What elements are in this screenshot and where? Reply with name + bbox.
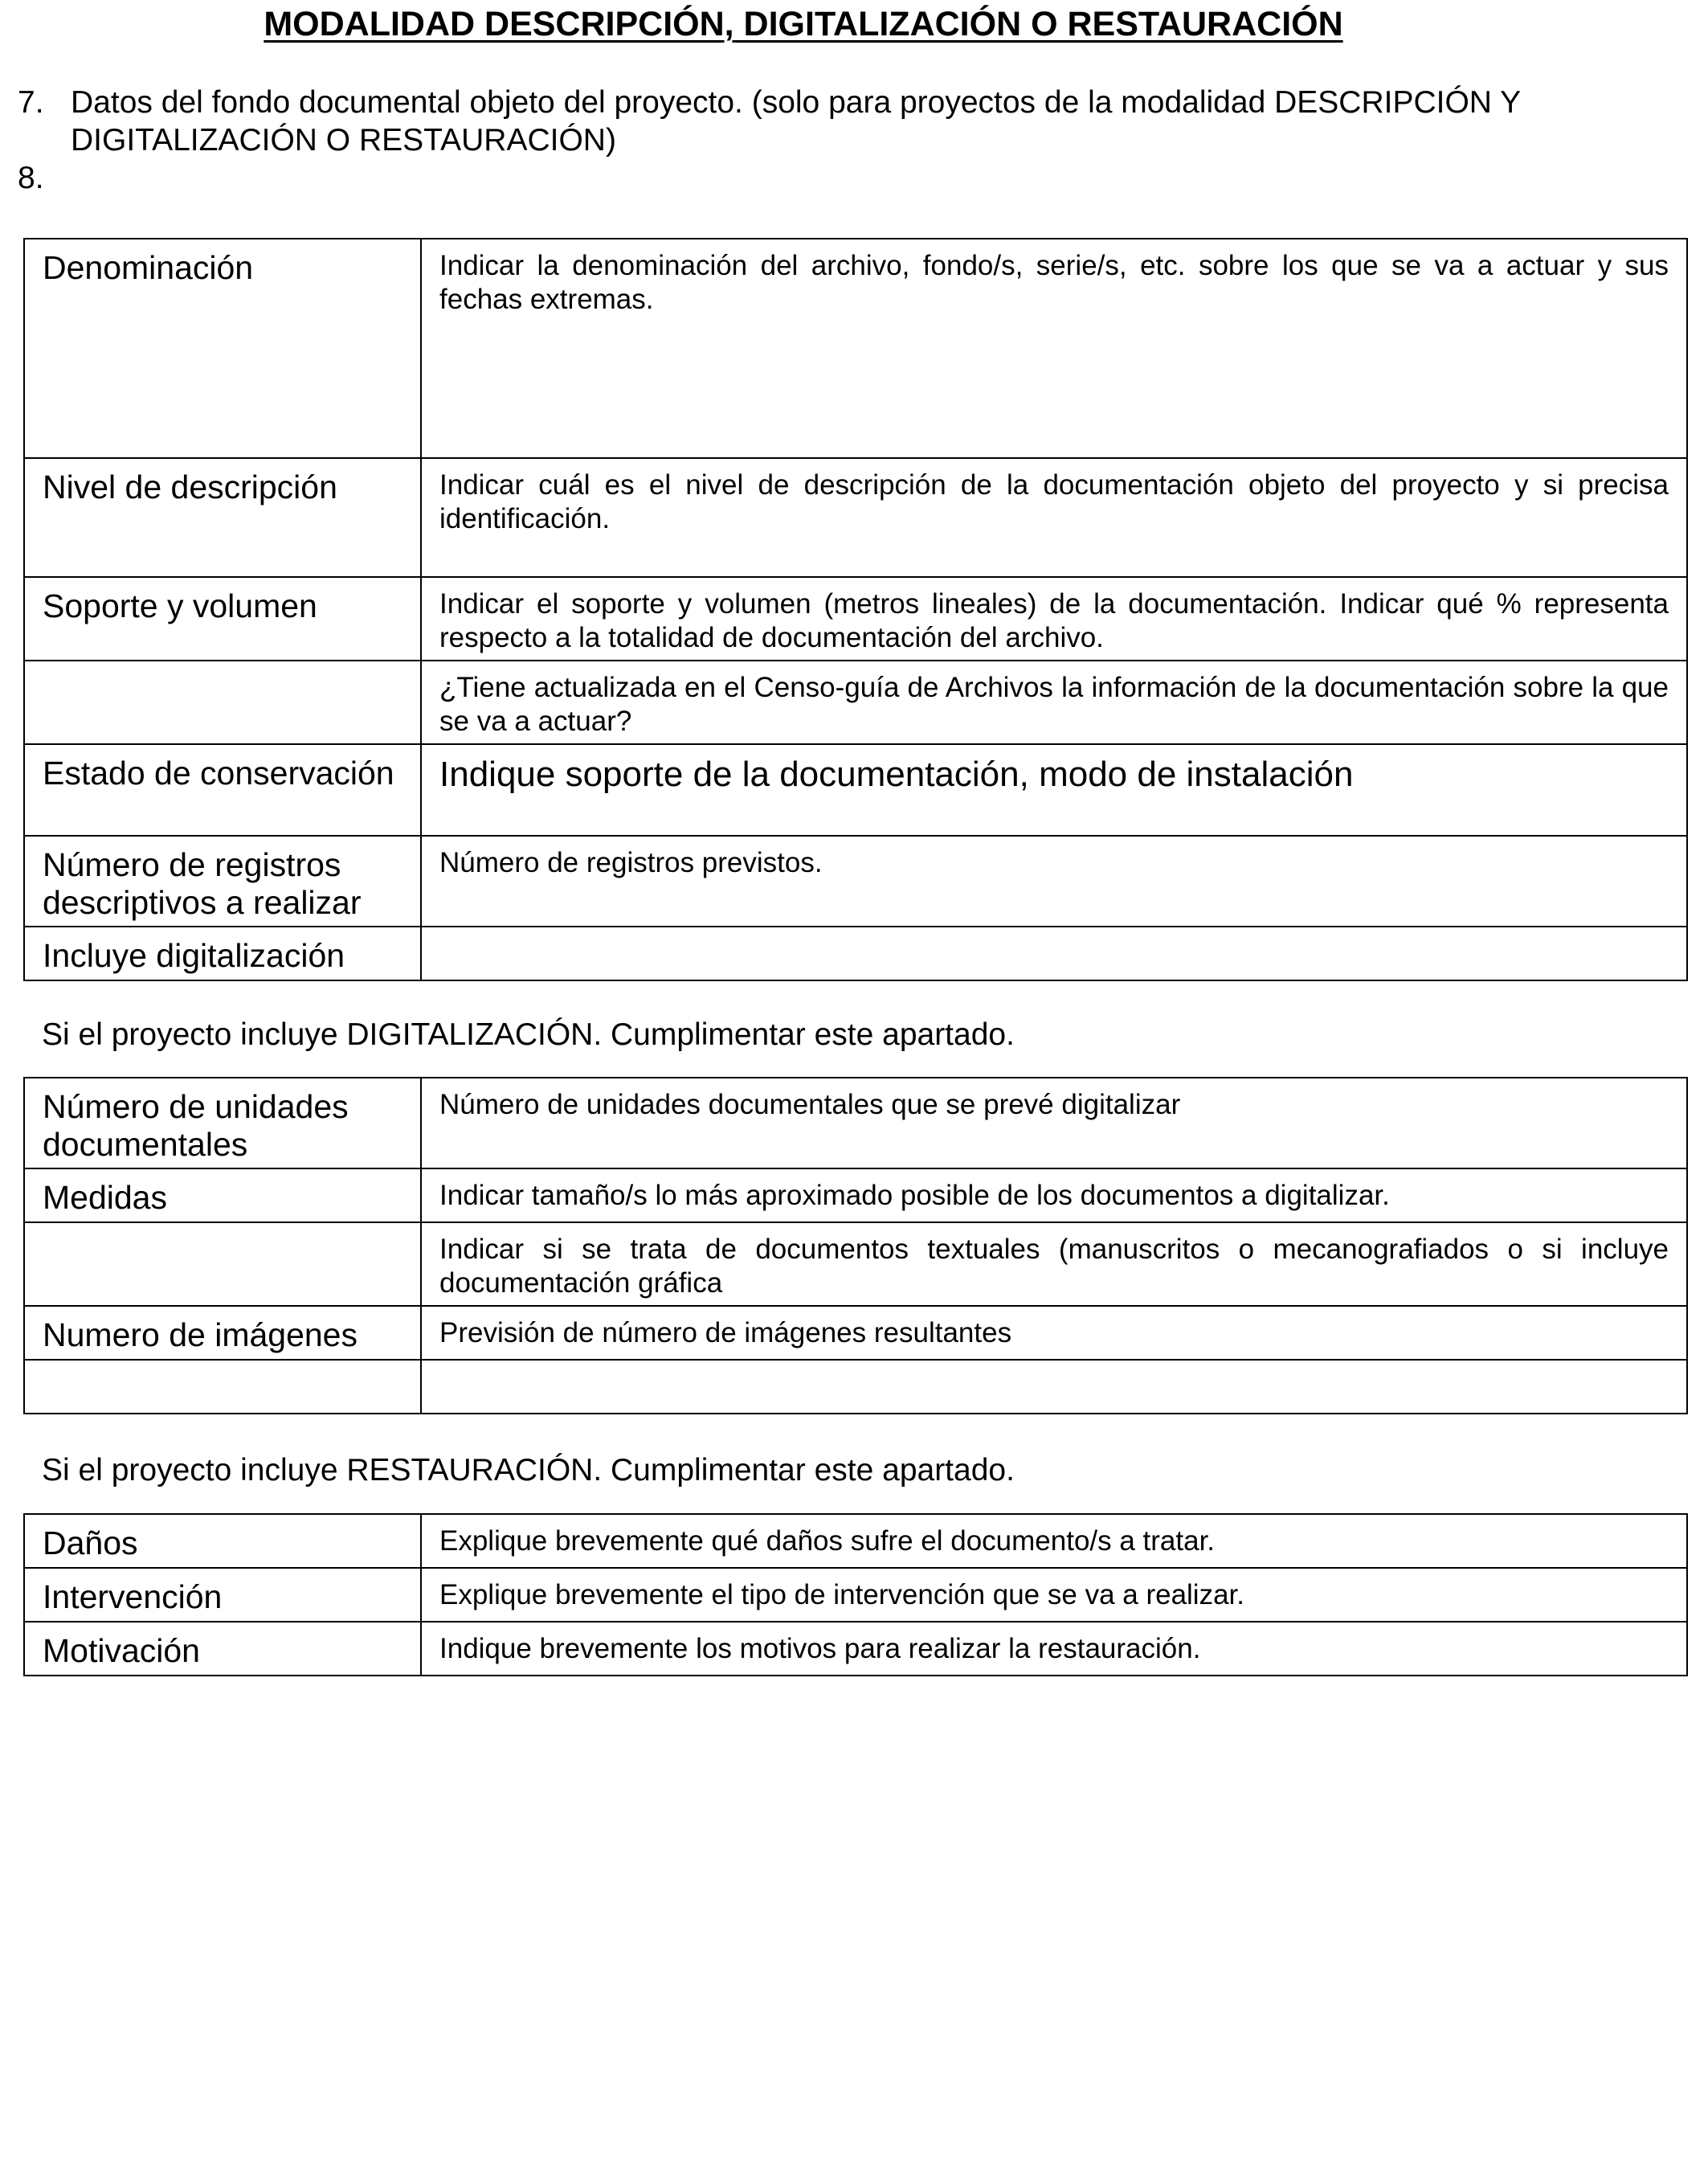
digitalizacion-table bbox=[23, 1077, 1688, 1414]
table-row bbox=[24, 927, 1687, 980]
label-intervencion: Intervención bbox=[24, 1568, 421, 1622]
label-danos: Daños bbox=[24, 1514, 421, 1568]
table-row bbox=[24, 1168, 1687, 1222]
table-row bbox=[24, 1514, 1687, 1568]
table-row bbox=[24, 836, 1687, 927]
field-estado-conservacion[interactable]: Indique soporte de la documentación, modo de instalación bbox=[421, 744, 1687, 836]
field-numero-imagenes[interactable]: Previsión de número de imágenes resultantes bbox=[421, 1306, 1687, 1360]
list-item-7 bbox=[18, 84, 1689, 159]
table-row bbox=[24, 661, 1687, 744]
table-row bbox=[24, 239, 1687, 458]
table-row bbox=[24, 1222, 1687, 1306]
table-row bbox=[24, 1078, 1687, 1168]
label-empty bbox=[24, 1360, 421, 1414]
label-denominacion: Denominación bbox=[24, 239, 421, 458]
table-row bbox=[24, 1360, 1687, 1414]
label-motivacion: Motivación bbox=[24, 1622, 421, 1676]
label-empty bbox=[24, 661, 421, 744]
digitalizacion-note: Si el proyecto incluye DIGITALIZACIÓN. Cumplimentar este apartado. bbox=[42, 1017, 1015, 1052]
list-item-8 bbox=[18, 159, 1689, 197]
field-danos[interactable]: Explique brevemente qué daños sufre el documento/s a tratar. bbox=[421, 1514, 1687, 1568]
table-row bbox=[24, 1568, 1687, 1622]
list-number: 7. bbox=[18, 85, 44, 120]
label-estado-conservacion: Estado de conservación bbox=[24, 744, 421, 836]
field-medidas[interactable]: Indicar tamaño/s lo más aproximado posible de los documentos a digitalizar. bbox=[421, 1168, 1687, 1222]
field-nivel-descripcion[interactable]: Indicar cuál es el nivel de descripción de la documentación objeto del proyecto y si precisa identificación. bbox=[421, 458, 1687, 577]
label-numero-unidades: Número de unidades documentales bbox=[24, 1078, 421, 1168]
table-row bbox=[24, 1622, 1687, 1676]
field-denominacion[interactable]: Indicar la denominación del archivo, fondo/s, serie/s, etc. sobre los que se va a actuar y sus fechas extremas. bbox=[421, 239, 1687, 458]
fondo-documental-table bbox=[23, 238, 1688, 981]
table-row bbox=[24, 744, 1687, 836]
field-incluye-digitalizacion[interactable] bbox=[421, 927, 1687, 980]
label-empty bbox=[24, 1222, 421, 1306]
field-censo-guia[interactable]: ¿Tiene actualizada en el Censo-guía de Archivos la información de la documentación sobre la que se va a actuar? bbox=[421, 661, 1687, 744]
label-medidas: Medidas bbox=[24, 1168, 421, 1222]
table-row bbox=[24, 577, 1687, 661]
list-number: 8. bbox=[18, 161, 44, 195]
field-numero-registros[interactable]: Número de registros previstos. bbox=[421, 836, 1687, 927]
table-row bbox=[24, 1306, 1687, 1360]
field-numero-unidades[interactable]: Número de unidades documentales que se prevé digitalizar bbox=[421, 1078, 1687, 1168]
field-soporte-volumen[interactable]: Indicar el soporte y volumen (metros lineales) de la documentación. Indicar qué % representa respecto a la totalidad de documentación del archivo. bbox=[421, 577, 1687, 661]
label-numero-imagenes: Numero de imágenes bbox=[24, 1306, 421, 1360]
field-intervencion[interactable]: Explique brevemente el tipo de intervención que se va a realizar. bbox=[421, 1568, 1687, 1622]
label-nivel-descripcion: Nivel de descripción bbox=[24, 458, 421, 577]
numbered-list bbox=[18, 84, 1689, 197]
list-text: Datos del fondo documental objeto del proyecto. (solo para proyectos de la modalidad DESCRIPCIÓN Y DIGITALIZACIÓN O RESTAURACIÓN) bbox=[71, 85, 1521, 158]
list-text bbox=[71, 159, 1689, 197]
field-tipo-documentos[interactable]: Indicar si se trata de documentos textuales (manuscritos o mecanografiados o si incluye documentación gráfica bbox=[421, 1222, 1687, 1306]
page-title: MODALIDAD DESCRIPCIÓN, DIGITALIZACIÓN O RESTAURACIÓN bbox=[264, 5, 1343, 43]
label-soporte-volumen: Soporte y volumen bbox=[24, 577, 421, 661]
restauracion-note: Si el proyecto incluye RESTAURACIÓN. Cumplimentar este apartado. bbox=[42, 1453, 1015, 1487]
restauracion-table bbox=[23, 1513, 1688, 1676]
field-motivacion[interactable]: Indique brevemente los motivos para realizar la restauración. bbox=[421, 1622, 1687, 1676]
field-empty[interactable] bbox=[421, 1360, 1687, 1414]
label-numero-registros: Número de registros descriptivos a realizar bbox=[24, 836, 421, 927]
label-incluye-digitalizacion: Incluye digitalización bbox=[24, 927, 421, 980]
table-row bbox=[24, 458, 1687, 577]
